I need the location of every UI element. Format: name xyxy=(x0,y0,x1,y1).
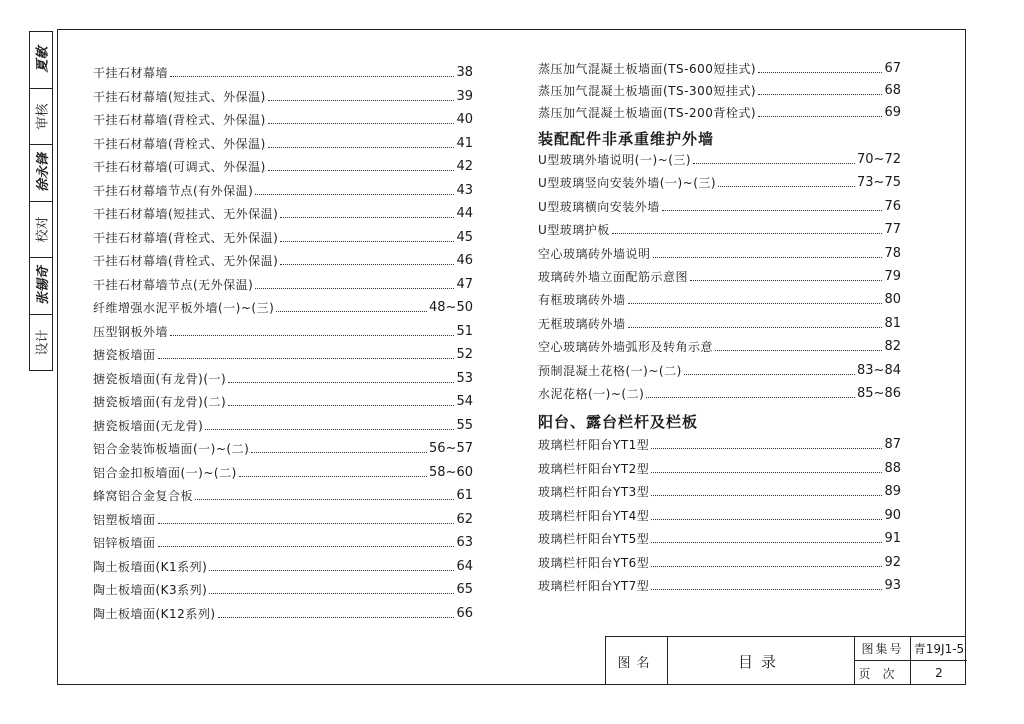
toc-entry-page: 64 xyxy=(456,558,473,574)
toc-leader-dots xyxy=(239,476,427,477)
toc-leader-dots xyxy=(646,397,855,398)
toc-entry xyxy=(538,174,901,190)
toc-leader-dots xyxy=(268,147,455,148)
toc-entry-title: 玻璃栏杆阳台YT3型 xyxy=(538,485,650,499)
toc-entry xyxy=(93,581,473,597)
toc-entry-page: 56~57 xyxy=(429,441,473,456)
toc-entry-page: 55 xyxy=(456,417,473,433)
toc-entry-page: 76 xyxy=(884,198,901,214)
toc-entry xyxy=(538,151,901,167)
toc-leader-dots xyxy=(612,233,883,234)
title-block-page-label-cell xyxy=(855,661,911,685)
toc-entry-page: 61 xyxy=(456,488,473,503)
toc-entry-page: 91 xyxy=(884,531,901,546)
toc-entry xyxy=(93,534,473,550)
title-block-page-label: 页次 xyxy=(858,666,907,681)
toc-entry xyxy=(538,460,901,476)
toc-entry xyxy=(538,338,901,354)
title-block-name-label-cell xyxy=(606,637,668,685)
toc-entry-title: 搪瓷板墙面(无龙骨) xyxy=(93,418,204,433)
toc-entry-title: 玻璃栏杆阳台YT5型 xyxy=(538,532,650,546)
toc-entry-page: 38 xyxy=(456,65,473,80)
stamp-designer-signature: 张锡奇 xyxy=(30,257,52,314)
toc-entry-page: 77 xyxy=(884,222,901,238)
toc-entry-title: 干挂石材幕墙(短挂式、无外保温) xyxy=(93,207,279,221)
toc-leader-dots xyxy=(651,448,882,449)
toc-entry-page: 39 xyxy=(456,88,473,104)
toc-entry-page: 45 xyxy=(456,229,473,245)
toc-entry xyxy=(538,315,901,331)
toc-leader-dots xyxy=(209,593,454,594)
toc-entry xyxy=(93,346,473,362)
stamp-check-label: 校对 xyxy=(30,201,52,258)
toc-entry-page: 73~75 xyxy=(857,175,901,191)
toc-leader-dots xyxy=(218,617,455,618)
toc-entry-page: 68 xyxy=(884,83,901,98)
toc-entry-title: 干挂石材幕墙节点(无外保温) xyxy=(93,277,254,292)
toc-entry-page: 46 xyxy=(456,253,473,268)
toc-entry xyxy=(538,507,901,523)
toc-entry xyxy=(538,198,901,214)
toc-leader-dots xyxy=(758,116,882,117)
title-block-page-value-cell xyxy=(911,661,967,685)
toc-leader-dots xyxy=(662,210,883,211)
toc-entry-page: 40 xyxy=(456,112,473,127)
stamp-design-label: 设计 xyxy=(30,314,52,371)
toc-entry-title: 干挂石材幕墙(背栓式、无外保温) xyxy=(93,230,279,245)
toc-leader-dots xyxy=(758,72,882,73)
toc-entry-title: 无框玻璃砖外墙 xyxy=(538,316,626,331)
toc-entry-page: 47 xyxy=(456,276,473,292)
title-block-atlas-label-cell xyxy=(855,637,911,661)
toc-entry-page: 42 xyxy=(456,159,473,174)
toc-entry-title: 搪瓷板墙面(有龙骨)(一) xyxy=(93,371,227,386)
toc-leader-dots xyxy=(684,374,855,375)
title-block-drawing-name: 目录 xyxy=(737,652,784,671)
toc-leader-dots xyxy=(228,382,454,383)
toc-entry xyxy=(93,558,473,574)
toc-entry-page: 88 xyxy=(884,460,901,476)
toc-entry-title: 干挂石材幕墙(背栓式、无外保温) xyxy=(93,254,279,268)
toc-entry xyxy=(93,393,473,409)
toc-leader-dots xyxy=(280,264,454,265)
toc-entry-title: 搪瓷板墙面(有龙骨)(二) xyxy=(93,395,227,409)
toc-entry-title: 干挂石材幕墙 xyxy=(93,66,169,80)
toc-entry-title: 蒸压加气混凝土板墙面(TS-600短挂式) xyxy=(538,62,757,76)
toc-leader-dots xyxy=(205,429,454,430)
toc-entry xyxy=(538,104,901,120)
toc-entry xyxy=(93,370,473,386)
toc-leader-dots xyxy=(651,566,882,567)
toc-entry xyxy=(93,158,473,174)
toc-entry xyxy=(538,577,901,593)
toc-entry-page: 80 xyxy=(884,292,901,308)
toc-entry xyxy=(93,605,473,621)
toc-entry-title: U型玻璃外墙说明(一)~(三) xyxy=(538,153,692,167)
toc-leader-dots xyxy=(280,241,454,242)
toc-entry-page: 78 xyxy=(884,245,901,261)
toc-entry-page: 62 xyxy=(456,511,473,527)
toc-entry xyxy=(538,483,901,499)
title-block-page-value: 2 xyxy=(935,666,943,680)
toc-leader-dots xyxy=(276,311,427,312)
title-block-drawing-name-cell xyxy=(668,637,855,685)
toc-entry xyxy=(93,276,473,292)
toc-entry-page: 41 xyxy=(456,135,473,151)
toc-entry-title: 玻璃栏杆阳台YT4型 xyxy=(538,508,650,523)
toc-entry-page: 85~86 xyxy=(857,386,901,401)
toc-entry-title: 玻璃栏杆阳台YT7型 xyxy=(538,579,650,593)
toc-entry-page: 54 xyxy=(456,394,473,409)
toc-leader-dots xyxy=(715,350,882,351)
toc-entry-page: 52 xyxy=(456,347,473,362)
stamp-review-label: 审核 xyxy=(30,88,52,145)
title-block xyxy=(605,636,966,685)
toc-entry-page: 43 xyxy=(456,182,473,198)
toc-entry-page: 90 xyxy=(884,507,901,523)
toc-entry-title: 干挂石材幕墙(可调式、外保温) xyxy=(93,160,266,174)
toc-leader-dots xyxy=(693,163,855,164)
toc-entry xyxy=(93,299,473,315)
toc-entry-title: 搪瓷板墙面 xyxy=(93,348,156,362)
toc-entry-title: 空心玻璃砖外墙弧形及转角示意 xyxy=(538,340,714,355)
stamp-reviewer-signature: 夏敏 xyxy=(35,46,51,73)
title-block-atlas-label: 图集号 xyxy=(861,642,904,656)
toc-leader-dots xyxy=(718,186,855,187)
toc-entry xyxy=(93,487,473,503)
toc-leader-dots xyxy=(651,589,882,590)
toc-leader-dots xyxy=(255,288,454,289)
toc-entry-title: 玻璃栏杆阳台YT6型 xyxy=(538,555,650,570)
toc-entry xyxy=(93,182,473,198)
signature-strip xyxy=(29,31,53,371)
toc-entry xyxy=(538,82,901,98)
toc-entry-title: 干挂石材幕墙(短挂式、外保温) xyxy=(93,89,266,104)
toc-entry xyxy=(93,88,473,104)
toc-entry-page: 67 xyxy=(884,61,901,76)
title-block-atlas-value-cell xyxy=(911,637,967,661)
toc-leader-dots xyxy=(195,499,454,500)
toc-entry-page: 66 xyxy=(456,605,473,621)
toc-entry-title: 铝锌板墙面 xyxy=(93,536,156,550)
toc-entry-title: 铝合金装饰板墙面(一)~(二) xyxy=(93,442,250,456)
toc-entry-page: 70~72 xyxy=(857,152,901,167)
toc-entry-title: 空心玻璃砖外墙说明 xyxy=(538,246,651,261)
toc-entry-title: 陶土板墙面(K12系列) xyxy=(93,606,216,621)
toc-leader-dots xyxy=(628,303,883,304)
toc-leader-dots xyxy=(651,542,882,543)
toc-entry xyxy=(93,440,473,456)
toc-entry-title: 有框玻璃砖外墙 xyxy=(538,293,626,308)
stamp-checker-signature: 徐永锋 xyxy=(30,144,52,201)
toc-entry-page: 81 xyxy=(884,315,901,331)
toc-leader-dots xyxy=(280,217,454,218)
toc-leader-dots xyxy=(268,123,455,124)
toc-entry xyxy=(538,436,901,452)
toc-entry-page: 63 xyxy=(456,535,473,550)
toc-entry xyxy=(538,385,901,401)
toc-entry-page: 44 xyxy=(456,206,473,221)
toc-entry-title: 水泥花格(一)~(二) xyxy=(538,387,645,401)
toc-entry-title: 铝合金扣板墙面(一)~(二) xyxy=(93,465,237,480)
toc-entry xyxy=(93,252,473,268)
toc-entry xyxy=(538,221,901,237)
toc-entry-page: 53 xyxy=(456,370,473,386)
toc-leader-dots xyxy=(758,94,882,95)
toc-entry-page: 89 xyxy=(884,484,901,499)
toc-entry-title: U型玻璃横向安装外墙 xyxy=(538,199,660,214)
toc-entry xyxy=(93,111,473,127)
toc-entry xyxy=(93,229,473,245)
section-heading-balcony: 阳台、露台栏杆及栏板 xyxy=(538,413,699,431)
toc-entry-title: 陶土板墙面(K3系列) xyxy=(93,583,208,597)
toc-leader-dots xyxy=(251,452,427,453)
toc-entry-title: 玻璃栏杆阳台YT2型 xyxy=(538,461,650,476)
toc-leader-dots xyxy=(653,257,883,258)
toc-entry xyxy=(93,511,473,527)
toc-entry-title: 纤维增强水泥平板外墙(一)~(三) xyxy=(93,301,275,315)
toc-leader-dots xyxy=(158,546,455,547)
toc-entry-page: 58~60 xyxy=(429,464,473,480)
toc-entry-page: 82 xyxy=(884,339,901,355)
title-block-name-label: 图名 xyxy=(617,655,656,671)
toc-entry-title: 压型钢板外墙 xyxy=(93,324,169,339)
toc-entry-page: 93 xyxy=(884,578,901,593)
toc-entry-title: 玻璃栏杆阳台YT1型 xyxy=(538,438,650,452)
toc-entry-title: U型玻璃护板 xyxy=(538,223,610,238)
toc-leader-dots xyxy=(170,335,454,336)
toc-entry-page: 79 xyxy=(884,269,901,284)
toc-leader-dots xyxy=(158,523,455,524)
toc-entry-title: 蒸压加气混凝土板墙面(TS-200背栓式) xyxy=(538,106,757,120)
toc-entry-page: 92 xyxy=(884,554,901,570)
toc-leader-dots xyxy=(209,570,454,571)
toc-leader-dots xyxy=(651,519,882,520)
toc-entry-page: 48~50 xyxy=(429,300,473,315)
toc-entry-title: 蜂窝铝合金复合板 xyxy=(93,489,194,503)
toc-entry-page: 87 xyxy=(884,437,901,452)
toc-entry-title: 预制混凝土花格(一)~(二) xyxy=(538,363,682,378)
toc-entry xyxy=(538,291,901,307)
toc-entry xyxy=(538,554,901,570)
toc-entry xyxy=(538,268,901,284)
toc-entry xyxy=(93,323,473,339)
toc-entry xyxy=(93,135,473,151)
toc-leader-dots xyxy=(170,76,454,77)
toc-entry xyxy=(538,362,901,378)
toc-entry xyxy=(93,64,473,80)
toc-entry-title: 铝塑板墙面 xyxy=(93,512,156,527)
toc-entry-title: 玻璃砖外墙立面配筋示意图 xyxy=(538,270,689,284)
toc-entry xyxy=(538,245,901,261)
toc-entry xyxy=(538,530,901,546)
toc-entry-page: 83~84 xyxy=(857,362,901,378)
toc-leader-dots xyxy=(255,194,454,195)
toc-leader-dots xyxy=(651,495,882,496)
toc-leader-dots xyxy=(651,472,882,473)
toc-entry xyxy=(93,417,473,433)
toc-entry xyxy=(93,464,473,480)
toc-leader-dots xyxy=(228,405,454,406)
toc-leader-dots xyxy=(158,358,455,359)
toc-entry-title: U型玻璃竖向安装外墙(一)~(三) xyxy=(538,176,717,191)
title-block-atlas-value: 青19J1-5 xyxy=(913,642,965,656)
toc-entry-title: 干挂石材幕墙节点(有外保温) xyxy=(93,183,254,198)
toc-leader-dots xyxy=(628,327,883,328)
toc-leader-dots xyxy=(268,100,455,101)
toc-entry-title: 陶土板墙面(K1系列) xyxy=(93,559,208,574)
toc-entry-page: 51 xyxy=(456,323,473,339)
toc-entry-title: 干挂石材幕墙(背栓式、外保温) xyxy=(93,136,266,151)
toc-leader-dots xyxy=(268,170,455,171)
toc-entry-title: 蒸压加气混凝土板墙面(TS-300短挂式) xyxy=(538,84,757,98)
toc-entry-page: 65 xyxy=(456,582,473,597)
toc-entry-page: 69 xyxy=(884,105,901,120)
toc-leader-dots xyxy=(690,280,882,281)
toc-entry xyxy=(93,205,473,221)
toc-entry xyxy=(538,60,901,76)
toc-entry-title: 干挂石材幕墙(背栓式、外保温) xyxy=(93,113,266,127)
section-heading-facade: 装配配件非承重维护外墙 xyxy=(538,130,715,148)
